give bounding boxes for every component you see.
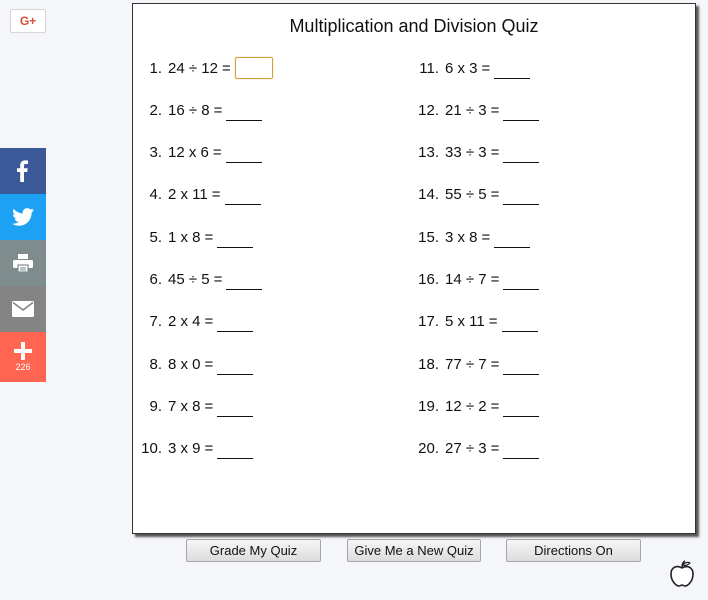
question-text: 8 x 0 — [168, 355, 201, 373]
equals-sign: = — [213, 101, 223, 119]
question-item — [134, 394, 253, 418]
email-icon — [12, 301, 34, 317]
equals-sign: = — [211, 186, 221, 204]
question-item — [403, 56, 530, 80]
question-item — [403, 310, 538, 334]
question-item — [403, 141, 539, 165]
more-share-button[interactable] — [0, 332, 46, 382]
google-plus-button[interactable] — [10, 9, 46, 33]
equals-sign: = — [490, 186, 500, 204]
answer-input[interactable] — [235, 57, 273, 79]
equals-sign: = — [204, 397, 214, 415]
answer-input[interactable] — [494, 227, 530, 248]
equals-sign: = — [490, 144, 500, 162]
answer-input[interactable] — [503, 184, 539, 205]
equals-sign: = — [490, 101, 500, 119]
answer-input[interactable] — [503, 269, 539, 290]
quiz-title: Multiplication and Division Quiz — [289, 16, 539, 36]
question-item — [134, 141, 262, 165]
question-number: 17. — [418, 313, 439, 331]
question-item — [403, 268, 539, 292]
equals-sign: = — [213, 271, 223, 288]
question-number: 5. — [149, 228, 162, 246]
question-number: 7. — [149, 313, 162, 331]
facebook-icon — [13, 160, 33, 182]
question-text: 12 x 6 — [168, 144, 209, 162]
facebook-share-button[interactable] — [0, 148, 46, 194]
question-number: 12. — [418, 101, 439, 119]
new-quiz-button[interactable]: Give Me a New Quiz — [347, 539, 481, 562]
question-number: 6. — [149, 271, 162, 288]
grade-quiz-button[interactable]: Grade My Quiz — [186, 539, 321, 562]
quiz-panel — [132, 3, 696, 534]
question-item — [403, 352, 539, 376]
question-number: 20. — [418, 440, 439, 458]
answer-input[interactable] — [503, 438, 539, 459]
share-sidebar — [0, 148, 46, 382]
question-text: 1 x 8 — [168, 228, 201, 246]
answer-input[interactable] — [217, 311, 253, 332]
question-number: 2. — [149, 101, 162, 119]
answer-input[interactable] — [503, 100, 539, 121]
answer-input[interactable] — [503, 142, 539, 163]
plus-icon — [14, 342, 32, 360]
question-number: 8. — [149, 355, 162, 373]
equals-sign: = — [204, 228, 214, 246]
question-number: 4. — [149, 186, 162, 204]
question-text: 24 ÷ 12 — [168, 59, 218, 77]
question-text: 21 ÷ 3 — [445, 101, 487, 119]
answer-input[interactable] — [226, 269, 262, 290]
twitter-share-button[interactable] — [0, 194, 46, 240]
answer-input[interactable] — [217, 227, 253, 248]
question-text: 5 x 11 — [445, 313, 485, 331]
apple-icon — [667, 559, 697, 589]
question-number: 3. — [149, 144, 162, 162]
question-text: 14 ÷ 7 — [445, 271, 487, 288]
equals-sign: = — [204, 355, 214, 373]
question-text: 55 ÷ 5 — [445, 186, 487, 204]
question-text: 45 ÷ 5 — [168, 271, 210, 288]
question-item — [134, 225, 253, 249]
question-number: 15. — [418, 228, 439, 246]
twitter-icon — [12, 208, 34, 226]
question-text: 33 ÷ 3 — [445, 144, 487, 162]
question-number: 19. — [418, 397, 439, 415]
answer-input[interactable] — [217, 438, 253, 459]
question-item — [403, 225, 530, 249]
question-number: 16. — [418, 271, 439, 288]
question-item — [134, 310, 253, 334]
equals-sign: = — [481, 59, 491, 77]
equals-sign: = — [221, 59, 231, 77]
question-text: 2 x 4 — [168, 313, 201, 331]
question-item — [134, 437, 253, 461]
equals-sign: = — [490, 271, 500, 288]
answer-input[interactable] — [226, 100, 262, 121]
question-number: 1. — [149, 59, 162, 77]
question-text: 27 ÷ 3 — [445, 440, 487, 458]
google-plus-label: G+ — [19, 14, 37, 28]
question-item — [403, 98, 539, 122]
equals-sign: = — [212, 144, 222, 162]
answer-input[interactable] — [503, 396, 539, 417]
question-item — [134, 268, 262, 292]
directions-toggle-button[interactable]: Directions On — [506, 539, 641, 562]
question-text: 6 x 3 — [445, 59, 478, 77]
question-item — [134, 98, 262, 122]
question-number: 18. — [418, 355, 439, 373]
answer-input[interactable] — [226, 142, 262, 163]
question-number: 14. — [418, 186, 439, 204]
equals-sign: = — [490, 440, 500, 458]
equals-sign: = — [481, 228, 491, 246]
question-text: 3 x 9 — [168, 440, 201, 458]
question-number: 11. — [419, 59, 439, 77]
question-item — [403, 437, 539, 461]
equals-sign: = — [490, 397, 500, 415]
question-number: 10. — [141, 440, 162, 458]
equals-sign: = — [490, 355, 500, 373]
answer-input[interactable] — [217, 396, 253, 417]
answer-input[interactable] — [503, 354, 539, 375]
question-text: 12 ÷ 2 — [445, 397, 487, 415]
equals-sign: = — [488, 313, 498, 331]
answer-input[interactable] — [217, 354, 253, 375]
question-number: 9. — [149, 397, 162, 415]
answer-input[interactable] — [502, 311, 538, 332]
question-text: 77 ÷ 7 — [445, 355, 487, 373]
email-share-button[interactable] — [0, 286, 46, 332]
equals-sign: = — [204, 313, 214, 331]
question-number: 13. — [418, 144, 439, 162]
question-item — [403, 394, 539, 418]
question-text: 7 x 8 — [168, 397, 201, 415]
question-text: 2 x 11 — [168, 186, 208, 204]
equals-sign: = — [204, 440, 214, 458]
answer-input[interactable] — [494, 58, 530, 79]
question-item — [134, 56, 273, 80]
question-item — [134, 352, 253, 376]
question-text: 3 x 8 — [445, 228, 478, 246]
print-share-button[interactable] — [0, 240, 46, 286]
question-item — [134, 183, 261, 207]
answer-input[interactable] — [225, 184, 261, 205]
share-count: 226 — [15, 362, 31, 372]
print-icon — [13, 254, 33, 272]
question-text: 16 ÷ 8 — [168, 101, 210, 119]
question-item — [403, 183, 539, 207]
